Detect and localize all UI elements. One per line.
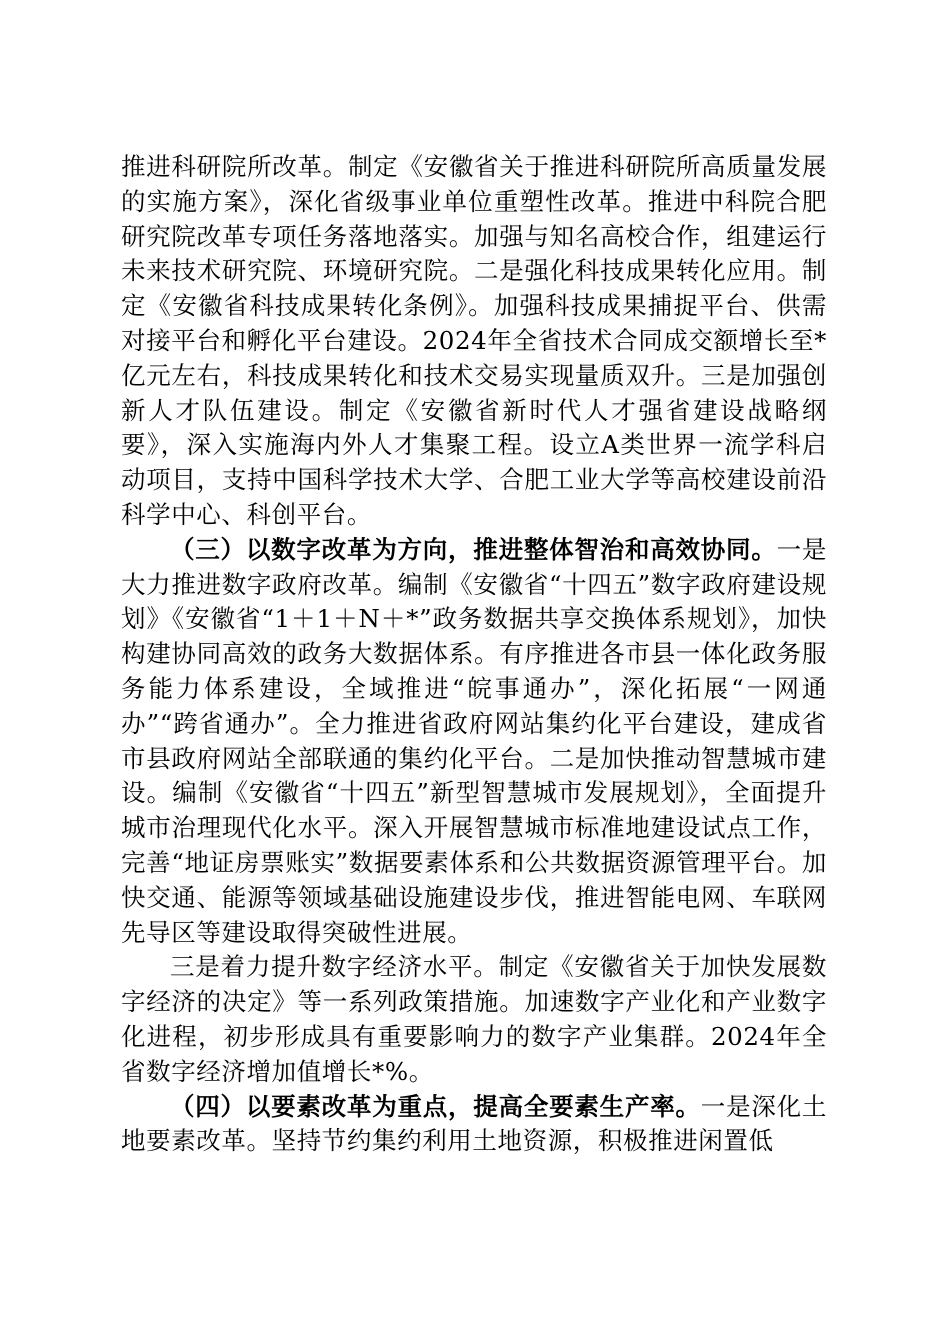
section-heading-3: （三）以数字改革为方向，推进整体智治和高效协同。 [170, 534, 777, 564]
paragraph-4-text: 一是深化土地要素改革。坚持节约集约利用土地资源，积极推进闲置低 [121, 1091, 827, 1156]
paragraph-2-text: 一是大力推进数字政府改革。编制《安徽省“十四五”数字政府建设规划》《安徽省“1＋1＋N＋*”政务数据共享交换体系规划》，加快构建协同高效的政务大数据体系。有序推进各市县一体化政务服务能力体系建设，全域推进“皖事通办”，深化拓展“一网通办”“跨省通办”。全力推进省政府网站集约化平台建设，建成省市县政府网站全部联通的集约化平台。二是加快推动智慧城市建设。编制《安徽省“十四五”新型智慧城市发展规划》，全面提升城市治理现代化水平。深入开展智慧城市标准地建设试点工作，完善“地证房票账实”数据要素体系和公共数据资源管理平台。加快交通、能源等领域基础设施建设步伐，推进智能电网、车联网先导区等建设取得突破性进展。 [121, 534, 828, 947]
paragraph-1 [121, 150, 827, 533]
section-heading-4: （四）以要素改革为重点，提高全要素生产率。 [170, 1091, 701, 1121]
paragraph-4 [121, 1090, 827, 1160]
paragraph-1-text: 推进科研院所改革。制定《安徽省关于推进科研院所高质量发展的实施方案》，深化省级事业单位重塑性改革。推进中科院合肥研究院改革专项任务落地落实。加强与知名高校合作，组建运行未来技术研究院、环境研究院。二是强化科技成果转化应用。制定《安徽省科技成果转化条例》。加强科技成果捕捉平台、供需对接平台和孵化平台建设。2024年全省技术合同成交额增长至*亿元左右，科技成果转化和技术交易实现量质双升。三是加强创新人才队伍建设。制定《安徽省新时代人才强省建设战略纲要》，深入实施海内外人才集聚工程。设立A类世界一流学科启动项目，支持中国科学技术大学、合肥工业大学等高校建设前沿科学中心、科创平台。 [121, 152, 827, 529]
paragraph-3 [121, 950, 827, 1089]
body-text [121, 150, 827, 1159]
paragraph-2 [121, 533, 827, 951]
paragraph-3-text: 三是着力提升数字经济水平。制定《安徽省关于加快发展数字经济的决定》等一系列政策措施。加速数字产业化和产业数字化进程，初步形成具有重要影响力的数字产业集群。2024年全省数字经济增加值增长*%。 [121, 952, 827, 1086]
